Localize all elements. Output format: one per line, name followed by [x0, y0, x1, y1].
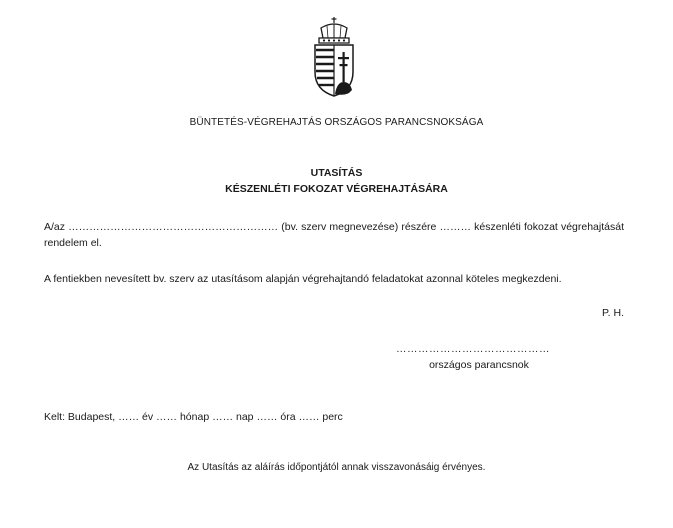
paragraph-obligation: A fentiekben nevesített bv. szerv az utasításom alapján végrehajtandó feladatokat azonnal köteles megkezdeni.	[44, 273, 562, 285]
document-title: UTASÍTÁS	[310, 167, 363, 179]
organization-name: BÜNTETÉS-VÉGREHAJTÁS ORSZÁGOS PARANCSNOKSÁGA	[189, 117, 484, 128]
signature-line: ……………………………………	[396, 343, 550, 355]
hungarian-coat-of-arms-icon	[309, 16, 359, 98]
seal-placeholder: P. H.	[602, 307, 624, 319]
paragraph-order: A/az …………………………………………………… (bv. szerv megnevezése) részére ……… készenléti fokozat végrehajtását rendelem el.	[44, 221, 624, 249]
footer-note: Az Utasítás az aláírás időpontjától annak visszavonásáig érvényes.	[187, 462, 486, 473]
signatory-title: országos parancsnok	[429, 359, 529, 371]
document-subtitle: KÉSZENLÉTI FOKOZAT VÉGREHAJTÁSÁRA	[225, 183, 448, 195]
date-line: Kelt: Budapest, …… év …… hónap …… nap …… óra …… perc	[44, 411, 343, 423]
